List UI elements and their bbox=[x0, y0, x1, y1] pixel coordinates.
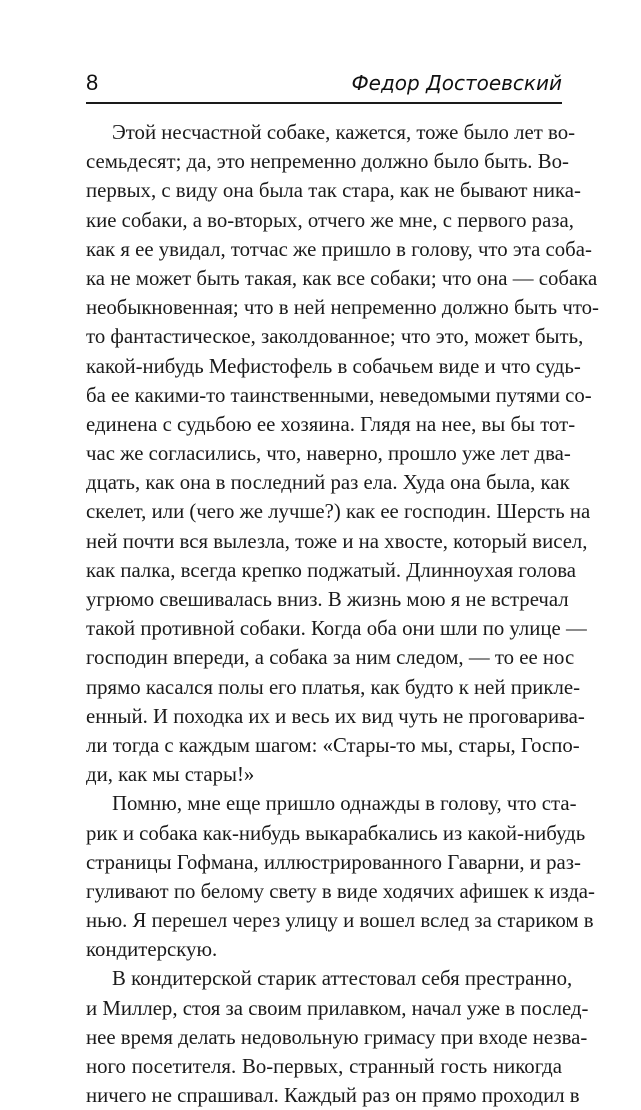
text-line: какой-нибудь Мефистофель в собачьем виде и что судь- bbox=[86, 354, 581, 378]
text-line: ничего не спрашивал. Каждый раз он прямо проходил в bbox=[86, 1084, 580, 1108]
text-line: ней почти вся вылезла, тоже и на хвосте, который висел, bbox=[86, 529, 588, 553]
text-line: и Миллер, стоя за своим прилавком, начал уже в послед- bbox=[86, 996, 589, 1020]
text-line: кие собаки, а во-вторых, отчего же мне, с первого раза, bbox=[86, 208, 574, 232]
text-line: гуливают по белому свету в виде ходячих афишек к изда- bbox=[86, 879, 595, 903]
text-line: то фантастическое, заколдованное; что это, может быть, bbox=[86, 325, 584, 349]
text-line: первых, с виду она была так стара, как не бывают ника- bbox=[86, 179, 581, 203]
text-line: ка не может быть такая, как все собаки; что она — собака bbox=[86, 266, 598, 290]
text-line: кондитерскую. bbox=[86, 938, 218, 962]
page-header bbox=[86, 68, 562, 100]
text-line: дцать, как она в последний раз ела. Худа она была, как bbox=[86, 471, 570, 495]
text-line: енный. И походка их и весь их вид чуть не проговарива- bbox=[86, 704, 585, 728]
text-line: рик и собака как-нибудь выкарабкались из какой-нибудь bbox=[86, 821, 586, 845]
body-text bbox=[86, 118, 599, 1110]
running-head-author: Федор Достоевский bbox=[351, 71, 562, 95]
text-line: необыкновенная; что в ней непременно должно быть что- bbox=[86, 296, 599, 320]
text-line: единена с судьбою ее хозяина. Глядя на нее, вы бы тот- bbox=[86, 412, 576, 436]
text-line: ного посетителя. Во-первых, странный гость никогда bbox=[86, 1055, 562, 1078]
header-rule bbox=[86, 102, 562, 104]
text-line: нее время делать недовольную гримасу при входе незва- bbox=[86, 1025, 588, 1049]
text-line: как я ее увидал, тотчас же пришло в голову, что эта соба- bbox=[86, 237, 592, 261]
text-line: В кондитерской старик аттестовал себя престранно, bbox=[112, 967, 573, 991]
text-line: час же согласились, что, наверно, прошло уже лет два- bbox=[86, 442, 571, 466]
paragraph-2 bbox=[86, 789, 595, 964]
text-line: семьдесят; да, это непременно должно было быть. Во- bbox=[86, 150, 569, 174]
text-line: такой противной собаки. Когда оба они шли по улице — bbox=[86, 617, 587, 641]
text-line: Этой несчастной собаке, кажется, тоже было лет во- bbox=[112, 121, 576, 144]
text-line: Помню, мне еще пришло однажды в голову, что ста- bbox=[112, 792, 577, 816]
text-line: угрюмо свешивалась вниз. В жизнь мою я не встречал bbox=[86, 588, 569, 611]
text-line: нью. Я перешел через улицу и вошел вслед за стариком в bbox=[86, 909, 594, 933]
page-number: 8 bbox=[86, 70, 99, 95]
paragraph-3 bbox=[86, 964, 589, 1110]
text-line: страницы Гофмана, иллюстрированного Гаварни, и раз- bbox=[86, 850, 581, 874]
text-line: прямо касался полы его платья, как будто к ней прикле- bbox=[86, 675, 581, 699]
text-line: скелет, или (чего же лучше?) как ее господин. Шерсть на bbox=[86, 500, 591, 524]
paragraph-1 bbox=[86, 118, 599, 789]
text-line: ба ее какими-то таинственными, неведомыми путями со- bbox=[86, 383, 592, 407]
text-line: ли тогда с каждым шагом: «Стары-то мы, стары, Госпо- bbox=[86, 733, 580, 757]
text-line: как палка, всегда крепко поджатый. Длинноухая голова bbox=[86, 558, 577, 582]
text-line: господин впереди, а собака за ним следом, — то ее нос bbox=[86, 646, 575, 670]
text-line: ди, как мы стары!» bbox=[86, 763, 255, 787]
